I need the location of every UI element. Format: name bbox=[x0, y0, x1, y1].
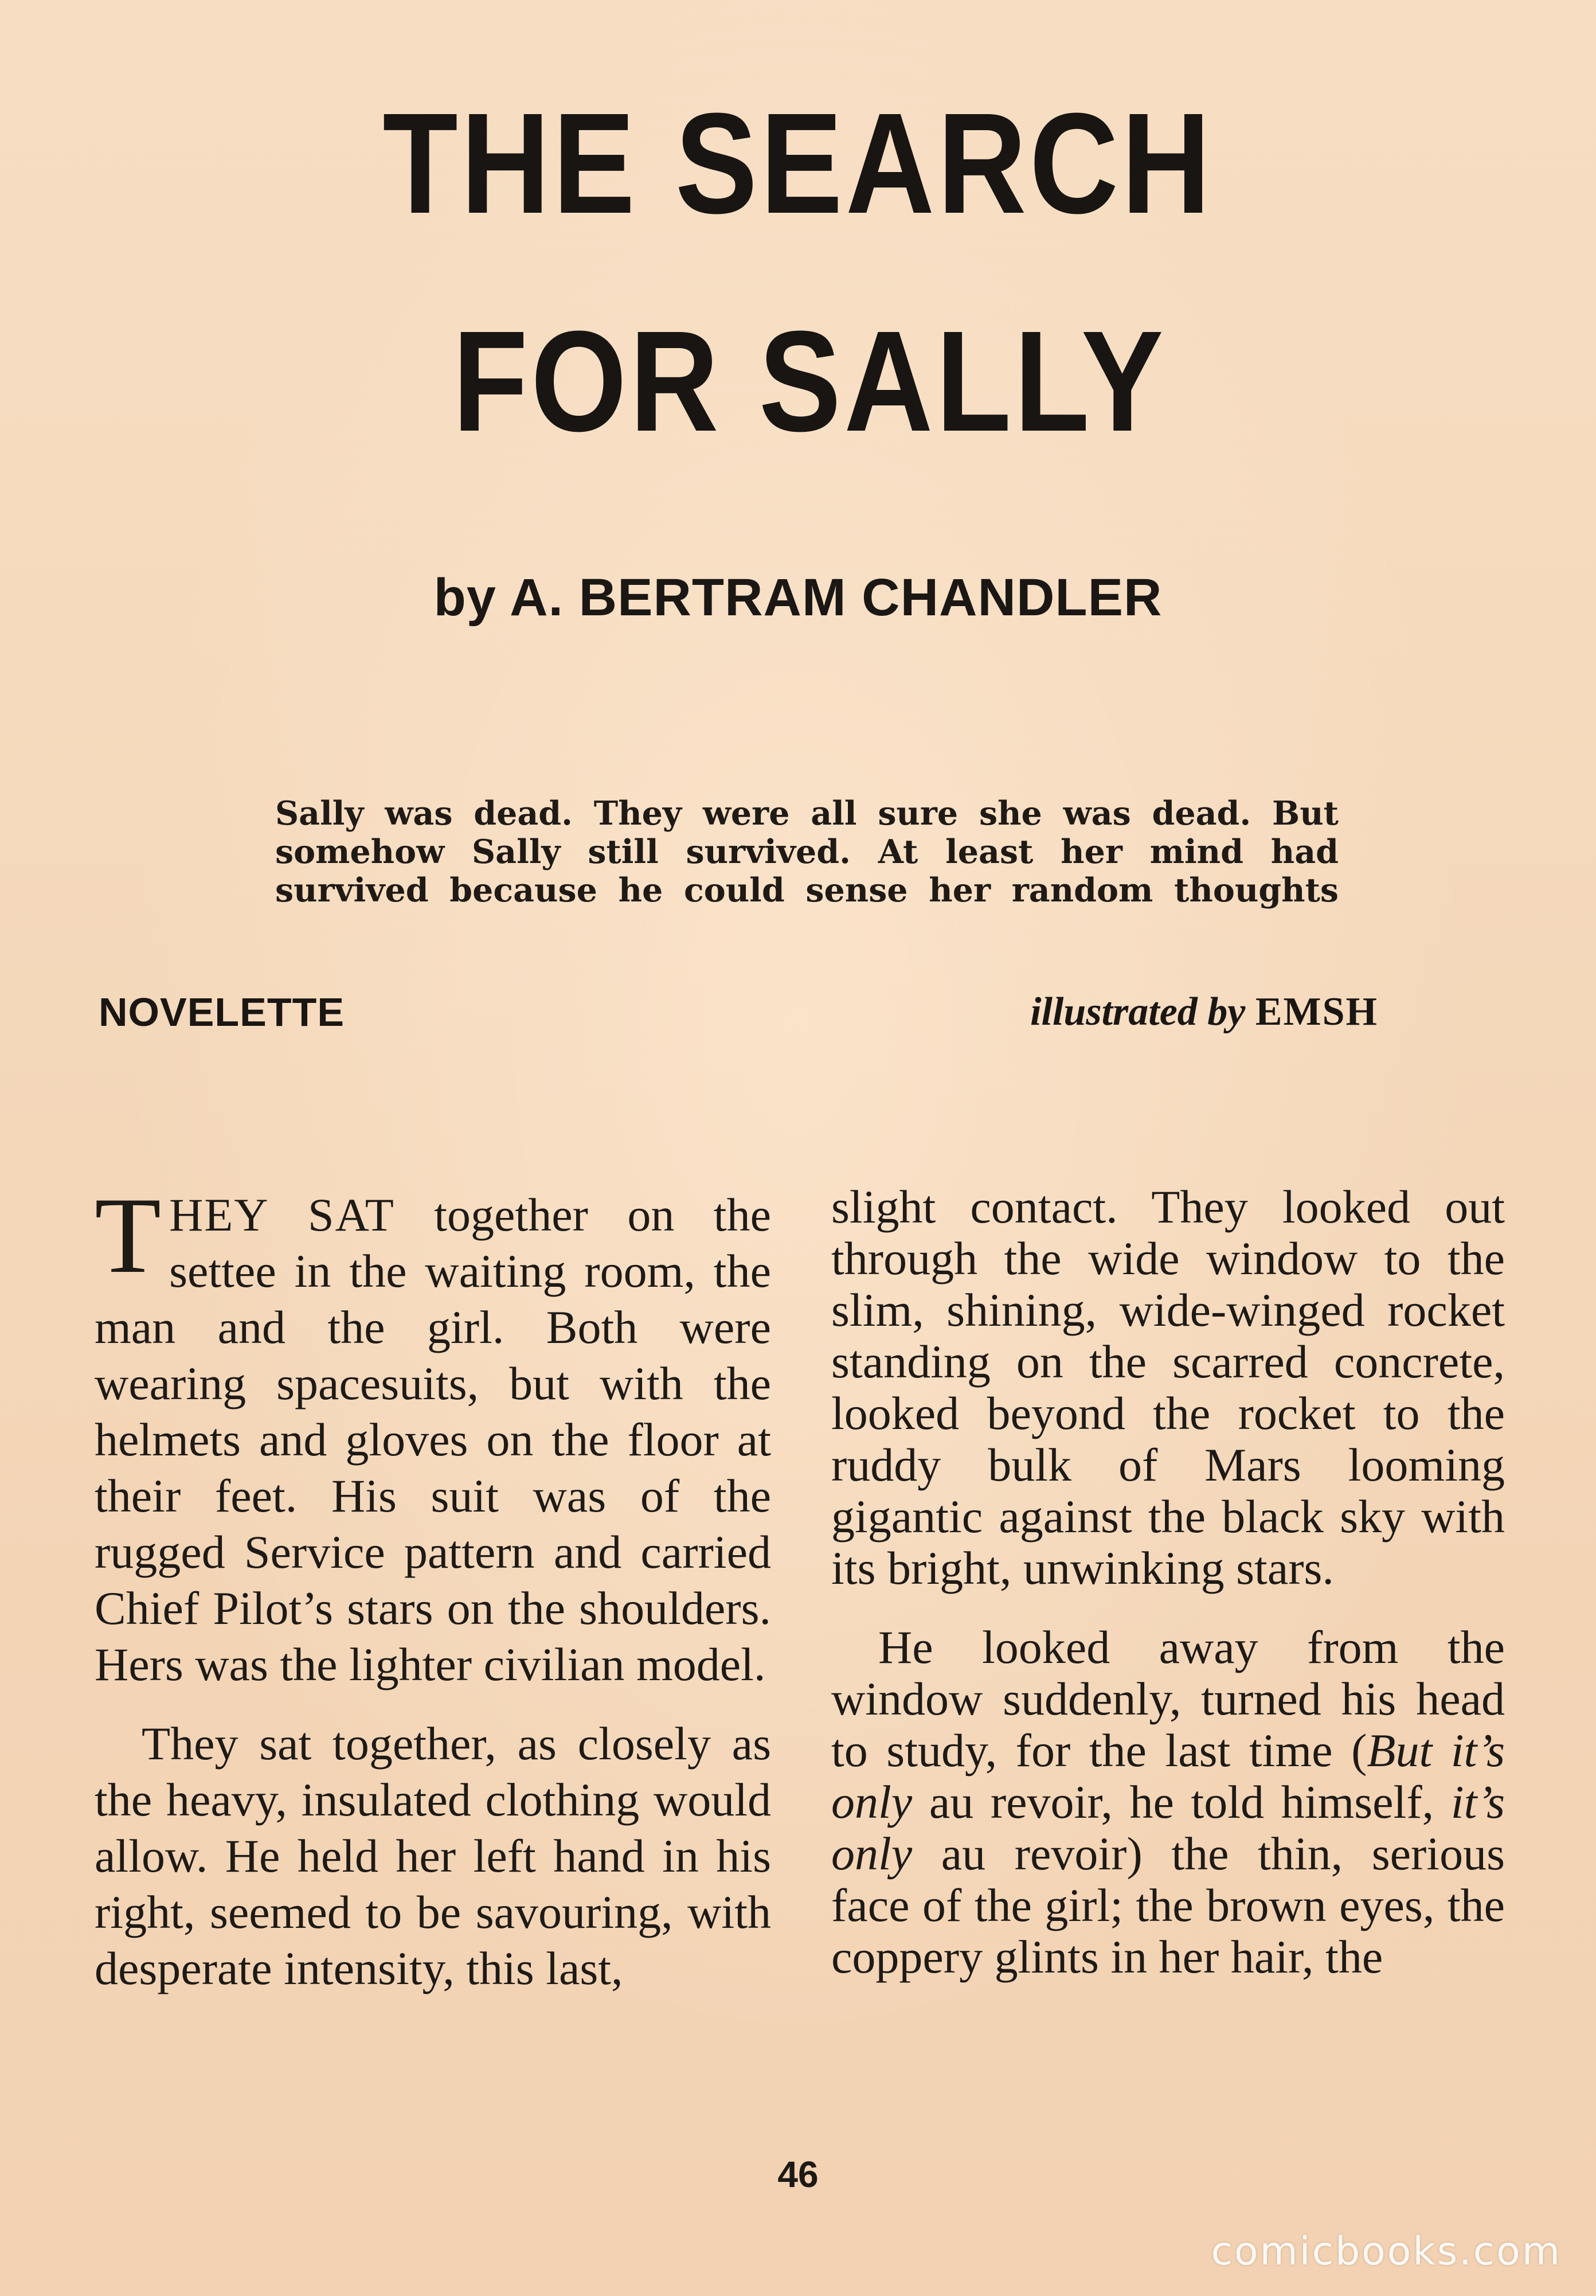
paragraph-text: He looked away from the window suddenly, turned his head to study, for the last time ( bbox=[831, 1621, 1505, 1776]
author-byline: by A. BERTRAM CHANDLER bbox=[433, 568, 1163, 627]
site-watermark: comicbooks.com bbox=[1211, 2229, 1562, 2274]
paragraph bbox=[95, 1176, 771, 1693]
paragraph: slight contact. They looked out through the wide window to the slim, shining, wide-winged rocket standing on the scarred concrete, looked beyond the rocket to the ruddy bulk of Mars looming gigantic against the black sky with its bright, unwinking stars. bbox=[831, 1181, 1505, 1594]
opening-words: HEY SAT bbox=[169, 1189, 395, 1241]
story-title-line-1: THE SEARCH bbox=[382, 83, 1214, 243]
italic-text: But it’s only bbox=[831, 1724, 1505, 1828]
italic-text: it’s only bbox=[831, 1776, 1505, 1880]
story-title-line-2: FOR SALLY bbox=[452, 301, 1167, 461]
illustrator-name: EMSH bbox=[1255, 990, 1378, 1034]
paragraph bbox=[831, 1622, 1505, 1983]
illustrator-credit bbox=[1030, 989, 1378, 1035]
paragraph-text: au revoir, he told himself, bbox=[912, 1776, 1451, 1828]
paragraph-text: au revoir) the thin, serious face of the girl; the brown eyes, the coppery glints in her hair, the bbox=[831, 1828, 1505, 1983]
body-column-right bbox=[831, 1181, 1505, 1983]
page-number: 46 bbox=[777, 2154, 819, 2195]
story-blurb bbox=[275, 794, 1339, 909]
blurb-text: Sally was dead. They were all sure she was dead. But somehow Sally still survived. At least her mind had survived because he could sense her random thoughts bbox=[275, 794, 1339, 909]
paragraph: They sat together, as closely as the heavy, insulated clothing would allow. He held her left hand in his right, seemed to be savouring, with desperate intensity, this last, bbox=[95, 1717, 771, 1994]
body-column-left bbox=[95, 1176, 771, 1997]
drop-cap: T bbox=[95, 1176, 162, 1296]
category-label: NOVELETTE bbox=[99, 990, 345, 1034]
illustrated-by-label: illustrated by bbox=[1030, 990, 1246, 1034]
paragraph-text: together on the settee in the waiting room, the man and the girl. Both were wearing spacesuits, but with the helmets and gloves on the floor at their feet. His suit was of the rugged Service pattern and carried Chief Pilot’s stars on the shoulders. Hers was the lighter civilian model. bbox=[95, 1189, 771, 1690]
